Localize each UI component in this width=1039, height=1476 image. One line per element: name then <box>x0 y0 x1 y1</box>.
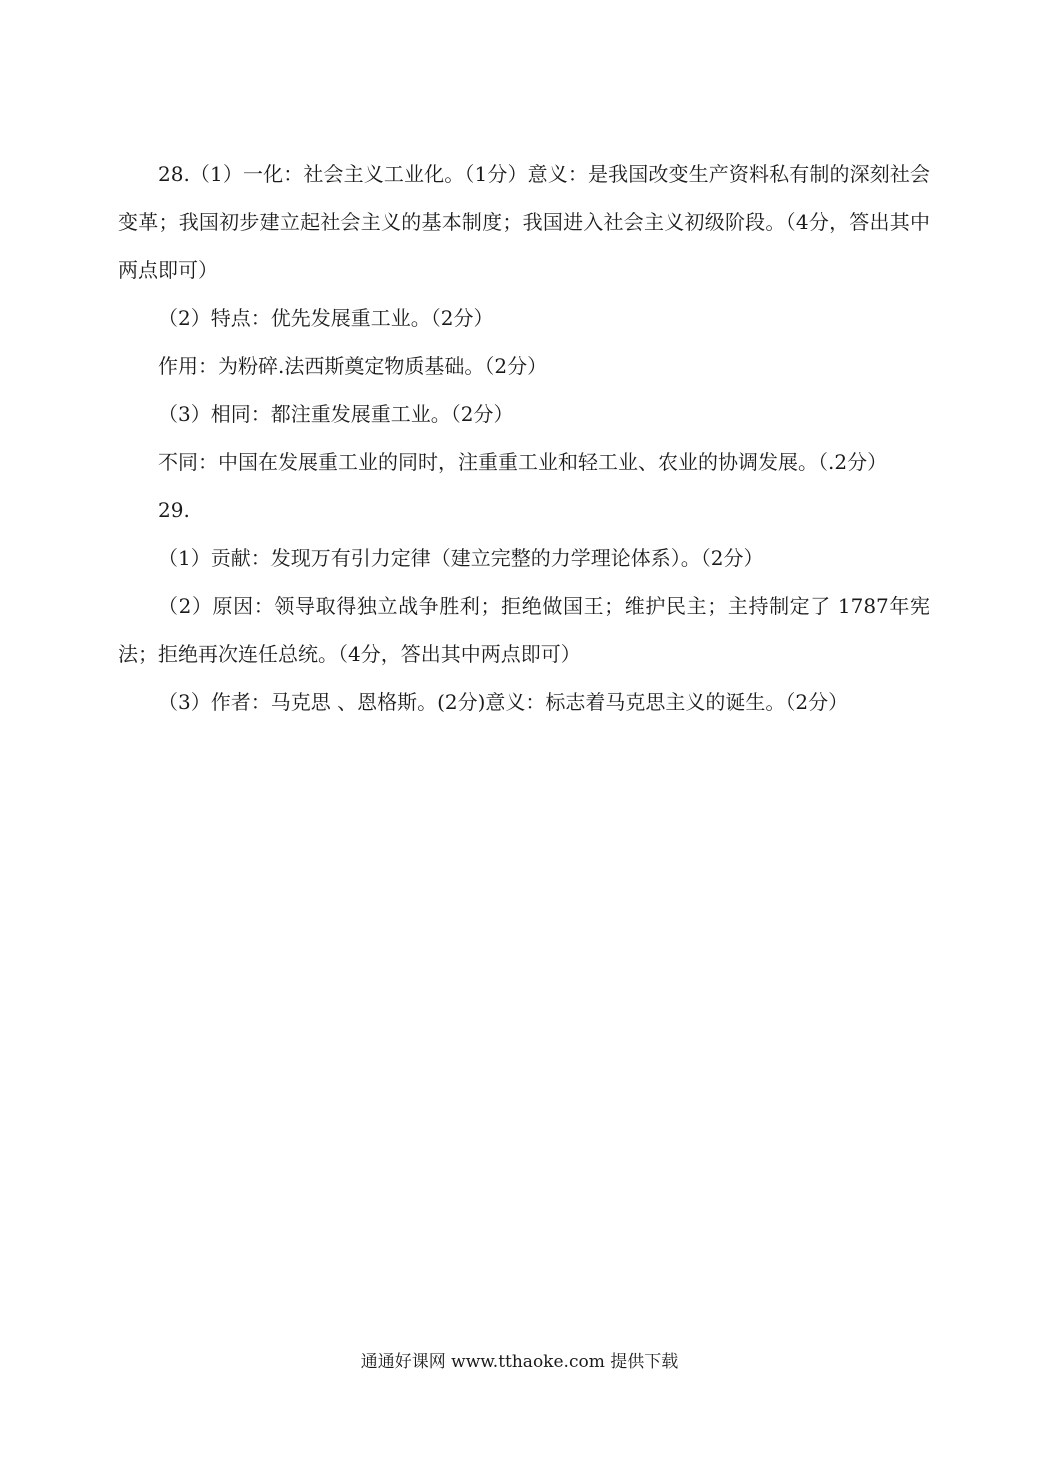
page-footer: 通通好课网 www.tthaoke.com 提供下载 <box>360 1352 679 1372</box>
q28-part2-effect: 作用：为粉碎.法西斯奠定物质基础。（2分） <box>158 354 548 378</box>
q28-part3-same: （3）相同：都注重发展重工业。（2分） <box>158 402 514 426</box>
q29-part3: （3）作者：马克思 、恩格斯。(2分)意义：标志着马克思主义的诞生。（2分） <box>158 690 849 714</box>
q29-part2: （2）原因：领导取得独立战争胜利；拒绝做国王；维护民主；主持制定了 1787年宪法；拒绝再次连任总统。（4分，答出其中两点即可） <box>118 594 930 666</box>
q28-part2-feature: （2）特点：优先发展重工业。（2分） <box>158 306 494 330</box>
q28-part1: 28.（1）一化：社会主义工业化。（1分）意义：是我国改变生产资料私有制的深刻社会变革；我国初步建立起社会主义的基本制度；我国进入社会主义初级阶段。（4分，答出其中两点即可） <box>118 162 930 282</box>
q29-part1: （1）贡献：发现万有引力定律（建立完整的力学理论体系）。（2分） <box>158 546 764 570</box>
q29-number: 29. <box>158 498 190 522</box>
q28-part3-different: 不同：中国在发展重工业的同时，注重重工业和轻工业、农业的协调发展。（.2分） <box>158 450 888 474</box>
answer-content <box>118 150 930 726</box>
